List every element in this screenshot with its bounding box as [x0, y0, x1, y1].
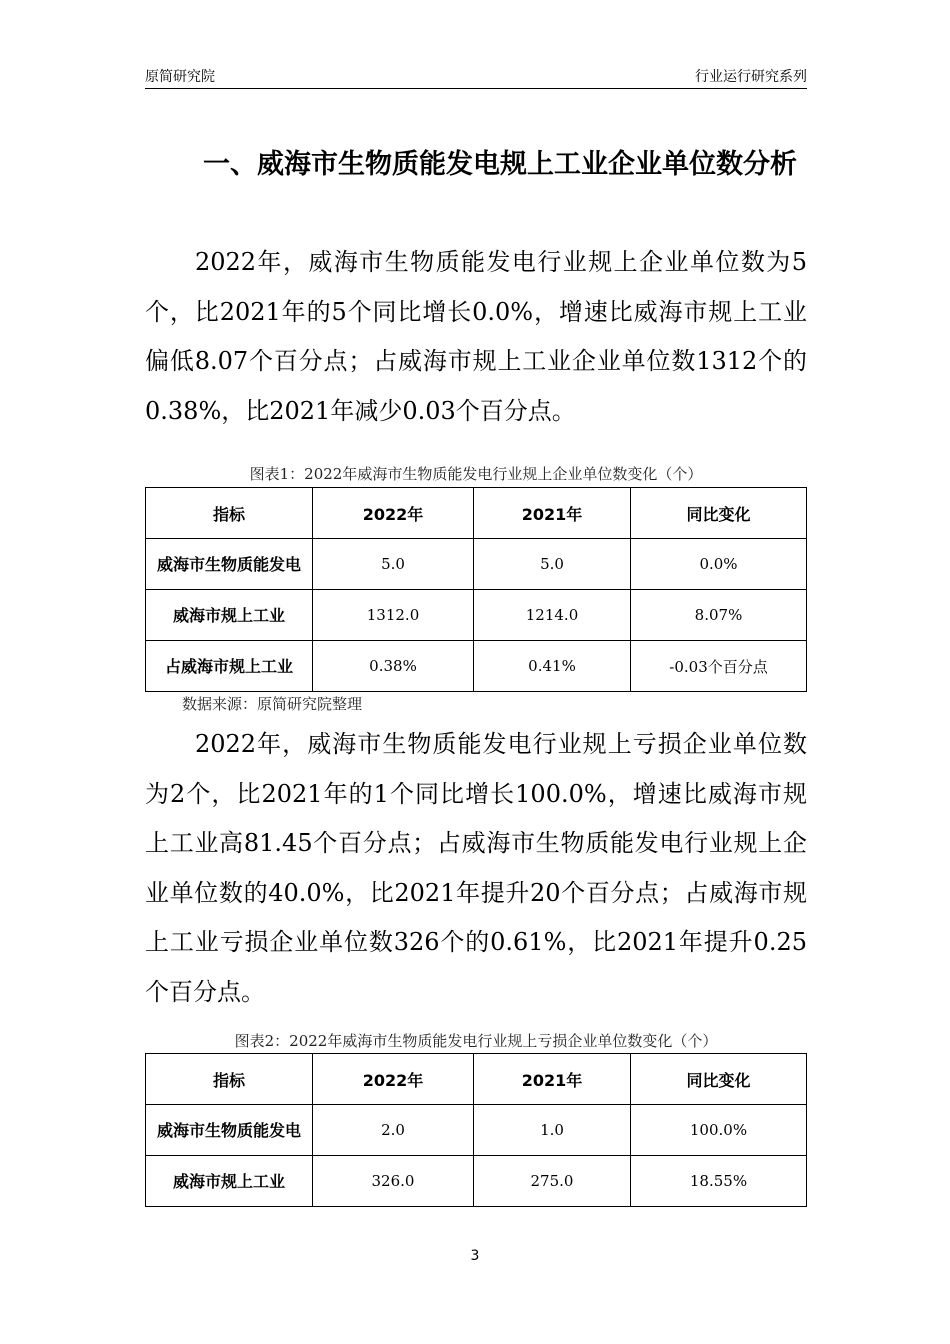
col-header: 2021年	[474, 488, 631, 539]
col-header: 指标	[146, 488, 313, 539]
cell: 8.07%	[631, 590, 807, 641]
row-label: 占威海市规上工业	[146, 641, 313, 692]
cell: 1312.0	[313, 590, 474, 641]
cell: 0.0%	[631, 539, 807, 590]
cell: 18.55%	[631, 1156, 807, 1207]
page-number: 3	[470, 1248, 480, 1264]
cell: 275.0	[474, 1156, 631, 1207]
cell: 1.0	[474, 1105, 631, 1156]
table-row	[146, 539, 807, 590]
table-row	[146, 1156, 807, 1207]
cell: 0.41%	[474, 641, 631, 692]
table-row	[146, 1105, 807, 1156]
table2-caption: 图表2：2022年威海市生物质能发电行业规上亏损企业单位数变化（个）	[234, 1032, 718, 1050]
table1-caption: 图表1：2022年威海市生物质能发电行业规上企业单位数变化（个）	[249, 465, 703, 483]
cell: 1214.0	[474, 590, 631, 641]
paragraph-2: 2022年，威海市生物质能发电行业规上亏损企业单位数为2个，比2021年的1个同比增长100.0%，增速比威海市规上工业高81.45个百分点；占威海市生物质能发电行业规上企业单位数的40.0%，比2021年提升20个百分点；占威海市规上工业亏损企业单位数326个的0.61%，比2021年提升0.25个百分点。	[145, 730, 807, 1006]
cell: 326.0	[313, 1156, 474, 1207]
data-source: 数据来源：原简研究院整理	[182, 695, 363, 713]
paragraph-1: 2022年，威海市生物质能发电行业规上企业单位数为5个，比2021年的5个同比增长0.0%，增速比威海市规上工业偏低8.07个百分点；占威海市规上工业企业单位数1312个的0.38%，比2021年减少0.03个百分点。	[145, 248, 807, 425]
table1	[145, 487, 807, 692]
col-header: 同比变化	[631, 488, 807, 539]
row-label: 威海市规上工业	[146, 1156, 313, 1207]
table-row	[146, 590, 807, 641]
page-header	[145, 66, 807, 89]
header-series: 行业运行研究系列	[695, 69, 807, 85]
cell: 2.0	[313, 1105, 474, 1156]
col-header: 2022年	[313, 1054, 474, 1105]
section-heading: 一、威海市生物质能发电规上工业企业单位数分析	[203, 149, 797, 180]
col-header: 2022年	[313, 488, 474, 539]
table-header-row	[146, 1054, 807, 1105]
cell: 5.0	[313, 539, 474, 590]
table2	[145, 1053, 807, 1207]
cell: 0.38%	[313, 641, 474, 692]
col-header: 同比变化	[631, 1054, 807, 1105]
row-label: 威海市规上工业	[146, 590, 313, 641]
table-row	[146, 641, 807, 692]
cell: 5.0	[474, 539, 631, 590]
cell: -0.03个百分点	[631, 641, 807, 692]
header-org: 原简研究院	[145, 69, 215, 85]
col-header: 2021年	[474, 1054, 631, 1105]
row-label: 威海市生物质能发电	[146, 539, 313, 590]
table-header-row	[146, 488, 807, 539]
col-header: 指标	[146, 1054, 313, 1105]
cell: 100.0%	[631, 1105, 807, 1156]
row-label: 威海市生物质能发电	[146, 1105, 313, 1156]
